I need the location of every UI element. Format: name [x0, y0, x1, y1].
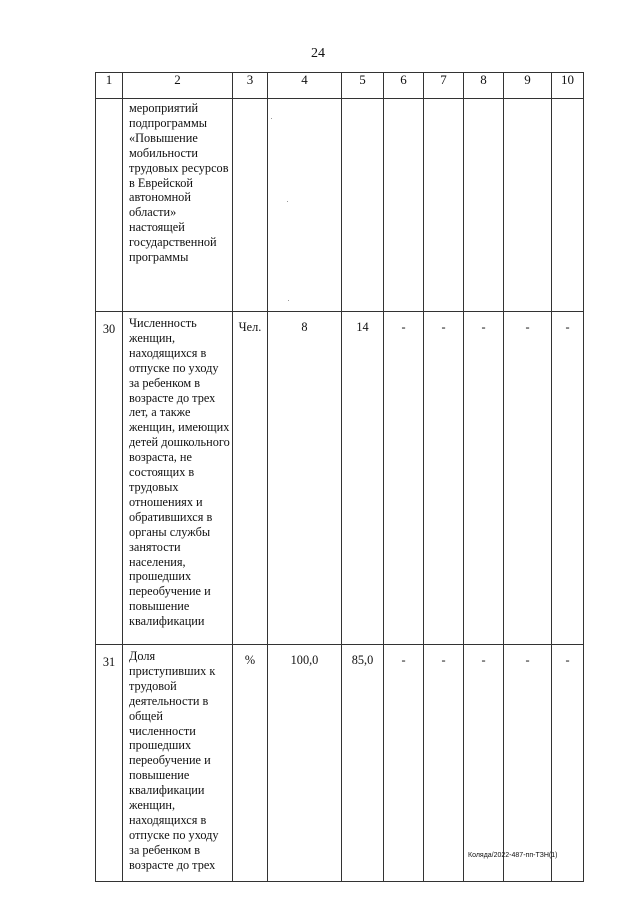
table-row	[96, 312, 584, 645]
column-header: 6	[384, 73, 424, 99]
table-row	[96, 99, 584, 312]
unit-cell	[233, 99, 268, 312]
value-cell	[552, 99, 584, 312]
value-cell: 100,0	[268, 645, 342, 882]
row-number-cell: 30	[96, 312, 123, 645]
column-header: 7	[424, 73, 464, 99]
document-code: Коляда/2022-487-пп-ТЗН(1)	[468, 852, 558, 859]
value-cell	[504, 99, 552, 312]
column-header: 8	[464, 73, 504, 99]
column-header: 2	[123, 73, 233, 99]
column-header: 4	[268, 73, 342, 99]
value-cell: -	[424, 645, 464, 882]
value-cell: -	[504, 645, 552, 882]
description-cell: мероприятий подпрограммы «Повышение мобильности трудовых ресурсов в Еврейской автономной области» настоящей государственной программы	[123, 99, 233, 312]
value-cell: -	[424, 312, 464, 645]
indicators-table	[95, 72, 584, 882]
column-header: 5	[342, 73, 384, 99]
value-cell: -	[464, 645, 504, 882]
page-number: 24	[311, 46, 325, 61]
table-row	[96, 645, 584, 882]
value-cell: 85,0	[342, 645, 384, 882]
column-header: 1	[96, 73, 123, 99]
row-number-cell: 31	[96, 645, 123, 882]
column-header: 3	[233, 73, 268, 99]
value-cell: -	[504, 312, 552, 645]
value-cell: -	[384, 312, 424, 645]
unit-cell: Чел.	[233, 312, 268, 645]
value-cell	[342, 99, 384, 312]
column-header: 10	[552, 73, 584, 99]
value-cell: 14	[342, 312, 384, 645]
value-cell: -	[552, 645, 584, 882]
value-cell	[384, 99, 424, 312]
value-cell: -	[552, 312, 584, 645]
description-cell: Доля приступивших к трудовой деятельности в общей численности прошедших переобучение и повышение квалификации женщин, находящихся в отпуске по уходу за ребенком в возрасте до трех	[123, 645, 233, 882]
header-row	[96, 73, 584, 99]
value-cell	[268, 99, 342, 312]
row-number-cell	[96, 99, 123, 312]
column-header: 9	[504, 73, 552, 99]
value-cell	[424, 99, 464, 312]
value-cell	[464, 99, 504, 312]
description-cell: Численность женщин, находящихся в отпуске по уходу за ребенком в возрасте до трех лет, а также женщин, имеющих детей дошкольного возраста, не состоящих в трудовых отношениях и обратившихся в органы службы занятости населения, прошедших переобучение и повышение квалификации	[123, 312, 233, 645]
value-cell: 8	[268, 312, 342, 645]
unit-cell: %	[233, 645, 268, 882]
value-cell: -	[464, 312, 504, 645]
value-cell: -	[384, 645, 424, 882]
